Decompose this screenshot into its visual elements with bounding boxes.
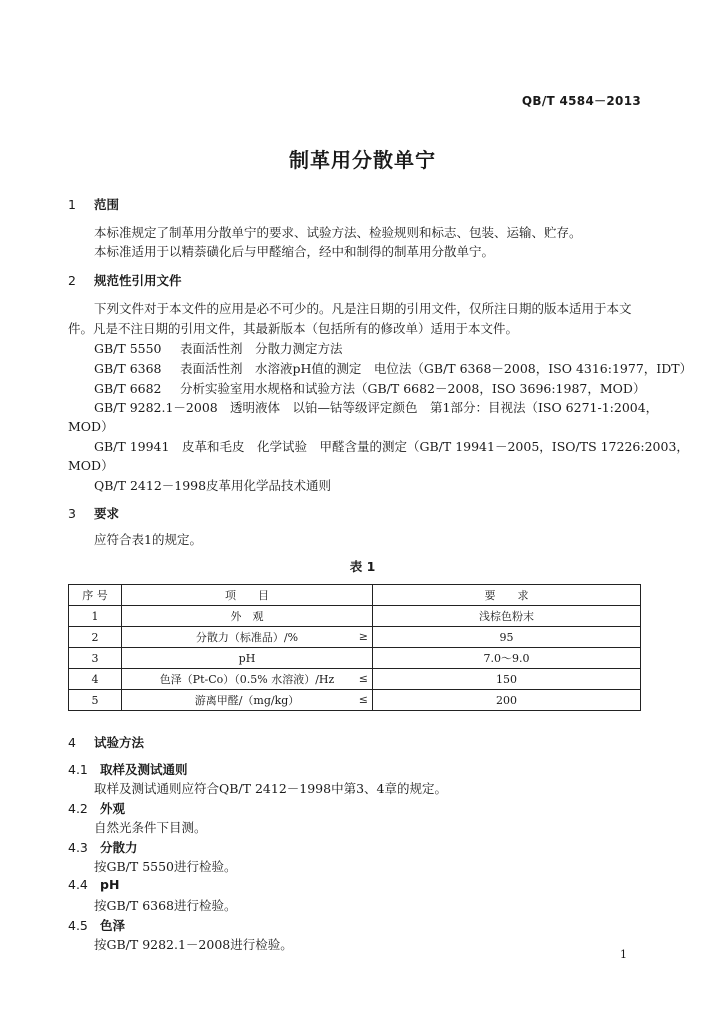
section-3-heading	[68, 504, 119, 522]
section-number: 2	[68, 273, 76, 288]
document-title: 制革用分散单宁	[289, 148, 436, 172]
subsection-title: 外观	[100, 801, 126, 816]
cell-no: 1	[69, 606, 122, 627]
reference-continuation: MOD）	[68, 458, 114, 473]
header-no: 序 号	[69, 585, 122, 606]
section-2-intro-line-1: 下列文件对于本文件的应用是必不可少的。凡是注日期的引用文件，仅所注日期的版本适用于本文	[94, 301, 632, 316]
subsection-number: 4.1	[68, 762, 88, 777]
subsection-4-3-heading	[68, 838, 138, 856]
subsection-number: 4.2	[68, 801, 88, 816]
table-caption: 表 1	[349, 559, 376, 574]
cell-item	[122, 606, 373, 627]
subsection-number: 4.3	[68, 840, 88, 855]
section-4-heading	[68, 733, 144, 751]
reference-item	[94, 379, 645, 397]
cell-requirement: 浅棕色粉末	[373, 606, 641, 627]
reference-item	[94, 339, 343, 357]
subsection-title: 分散力	[100, 840, 138, 855]
table-row	[69, 606, 641, 627]
item-label: 色泽（Pt-Co）（0.5% 水溶液）/Hz	[159, 673, 335, 686]
operator: ≥	[358, 630, 368, 643]
section-number: 4	[68, 735, 76, 750]
subsection-4-1-text: 取样及测试通则应符合QB/T 2412－1998中第3、4章的规定。	[94, 781, 447, 796]
reference-code: GB/T 6368	[94, 361, 162, 376]
cell-item	[122, 648, 373, 669]
reference-text: 分析实验室用水规格和试验方法（GB/T 6682－2008，ISO 3696:1987，MOD）	[180, 381, 646, 396]
cell-no: 3	[69, 648, 122, 669]
table-row	[69, 648, 641, 669]
reference-text: 皮革用化学品技术通则	[206, 478, 332, 493]
cell-item	[122, 627, 373, 648]
cell-requirement: 150	[373, 669, 641, 690]
header-requirement: 要 求	[373, 585, 641, 606]
cell-item	[122, 669, 373, 690]
cell-no: 4	[69, 669, 122, 690]
operator: ≤	[358, 672, 368, 685]
subsection-4-5-text: 按GB/T 9282.1－2008进行检验。	[94, 937, 293, 952]
section-title: 试验方法	[94, 735, 145, 750]
reference-text: 透明液体 以铂—钴等级评定颜色 第1部分：目视法（ISO 6271-1:2004，	[230, 400, 659, 415]
item-label: 游离甲醛/（mg/kg）	[194, 694, 300, 707]
cell-no: 5	[69, 690, 122, 711]
operator: ≤	[358, 693, 368, 706]
table-row	[69, 669, 641, 690]
item-label: 外 观	[230, 610, 264, 623]
subsection-title: pH	[100, 877, 120, 892]
subsection-title: 取样及测试通则	[100, 762, 188, 777]
section-3-paragraph: 应符合表1的规定。	[94, 532, 202, 547]
reference-code: GB/T 5550	[94, 341, 162, 356]
reference-item	[94, 359, 692, 377]
table-header-row	[69, 585, 641, 606]
reference-continuation: MOD）	[68, 419, 114, 434]
cell-requirement: 7.0～9.0	[373, 648, 641, 669]
reference-code: GB/T 19941	[94, 439, 170, 454]
cell-requirement: 95	[373, 627, 641, 648]
reference-item	[94, 398, 658, 416]
section-number: 1	[68, 197, 76, 212]
section-title: 规范性引用文件	[94, 273, 182, 288]
item-label: pH	[238, 651, 256, 665]
section-number: 3	[68, 506, 76, 521]
subsection-4-2-text: 自然光条件下目测。	[94, 820, 207, 835]
subsection-4-2-heading	[68, 799, 125, 817]
section-title: 范围	[94, 197, 120, 212]
table-row	[69, 627, 641, 648]
subsection-4-4-heading	[68, 877, 119, 892]
reference-code: GB/T 9282.1－2008	[94, 400, 218, 415]
item-label: 分散力（标准品）/%	[195, 631, 299, 644]
section-2-intro-line-2: 件。凡是不注日期的引用文件，其最新版本（包括所有的修改单）适用于本文件。	[68, 321, 519, 336]
subsection-number: 4.5	[68, 918, 88, 933]
reference-item	[94, 437, 689, 455]
section-1-paragraph-1: 本标准规定了制革用分散单宁的要求、试验方法、检验规则和标志、包装、运输、贮存。	[94, 225, 582, 240]
cell-item	[122, 690, 373, 711]
reference-item	[94, 476, 331, 494]
section-1-paragraph-2: 本标准适用于以精萘磺化后与甲醛缩合，经中和制得的制革用分散单宁。	[94, 244, 495, 259]
reference-code: GB/T 6682	[94, 381, 162, 396]
reference-code: QB/T 2412－1998	[94, 478, 207, 493]
subsection-number: 4.4	[68, 877, 88, 892]
table-row	[69, 690, 641, 711]
reference-text: 表面活性剂 分散力测定方法	[180, 341, 343, 356]
section-2-heading	[68, 271, 182, 289]
cell-no: 2	[69, 627, 122, 648]
standard-number: QB/T 4584－2013	[521, 94, 641, 108]
reference-text: 皮革和毛皮 化学试验 甲醛含量的测定（GB/T 19941－2005，ISO/TS 17226:2003，	[182, 439, 689, 454]
subsection-4-4-text: 按GB/T 6368进行检验。	[94, 898, 237, 913]
section-title: 要求	[94, 506, 120, 521]
subsection-4-5-heading	[68, 916, 125, 934]
requirements-table	[68, 584, 641, 711]
header-item: 项 目	[122, 585, 373, 606]
subsection-title: 色泽	[100, 918, 126, 933]
subsection-4-1-heading	[68, 760, 188, 778]
reference-text: 表面活性剂 水溶液pH值的测定 电位法（GB/T 6368－2008，ISO 4316:1977，IDT）	[180, 361, 693, 376]
section-1-heading	[68, 195, 119, 213]
subsection-4-3-text: 按GB/T 5550进行检验。	[94, 859, 237, 874]
cell-requirement: 200	[373, 690, 641, 711]
page-number: 1	[620, 948, 627, 961]
